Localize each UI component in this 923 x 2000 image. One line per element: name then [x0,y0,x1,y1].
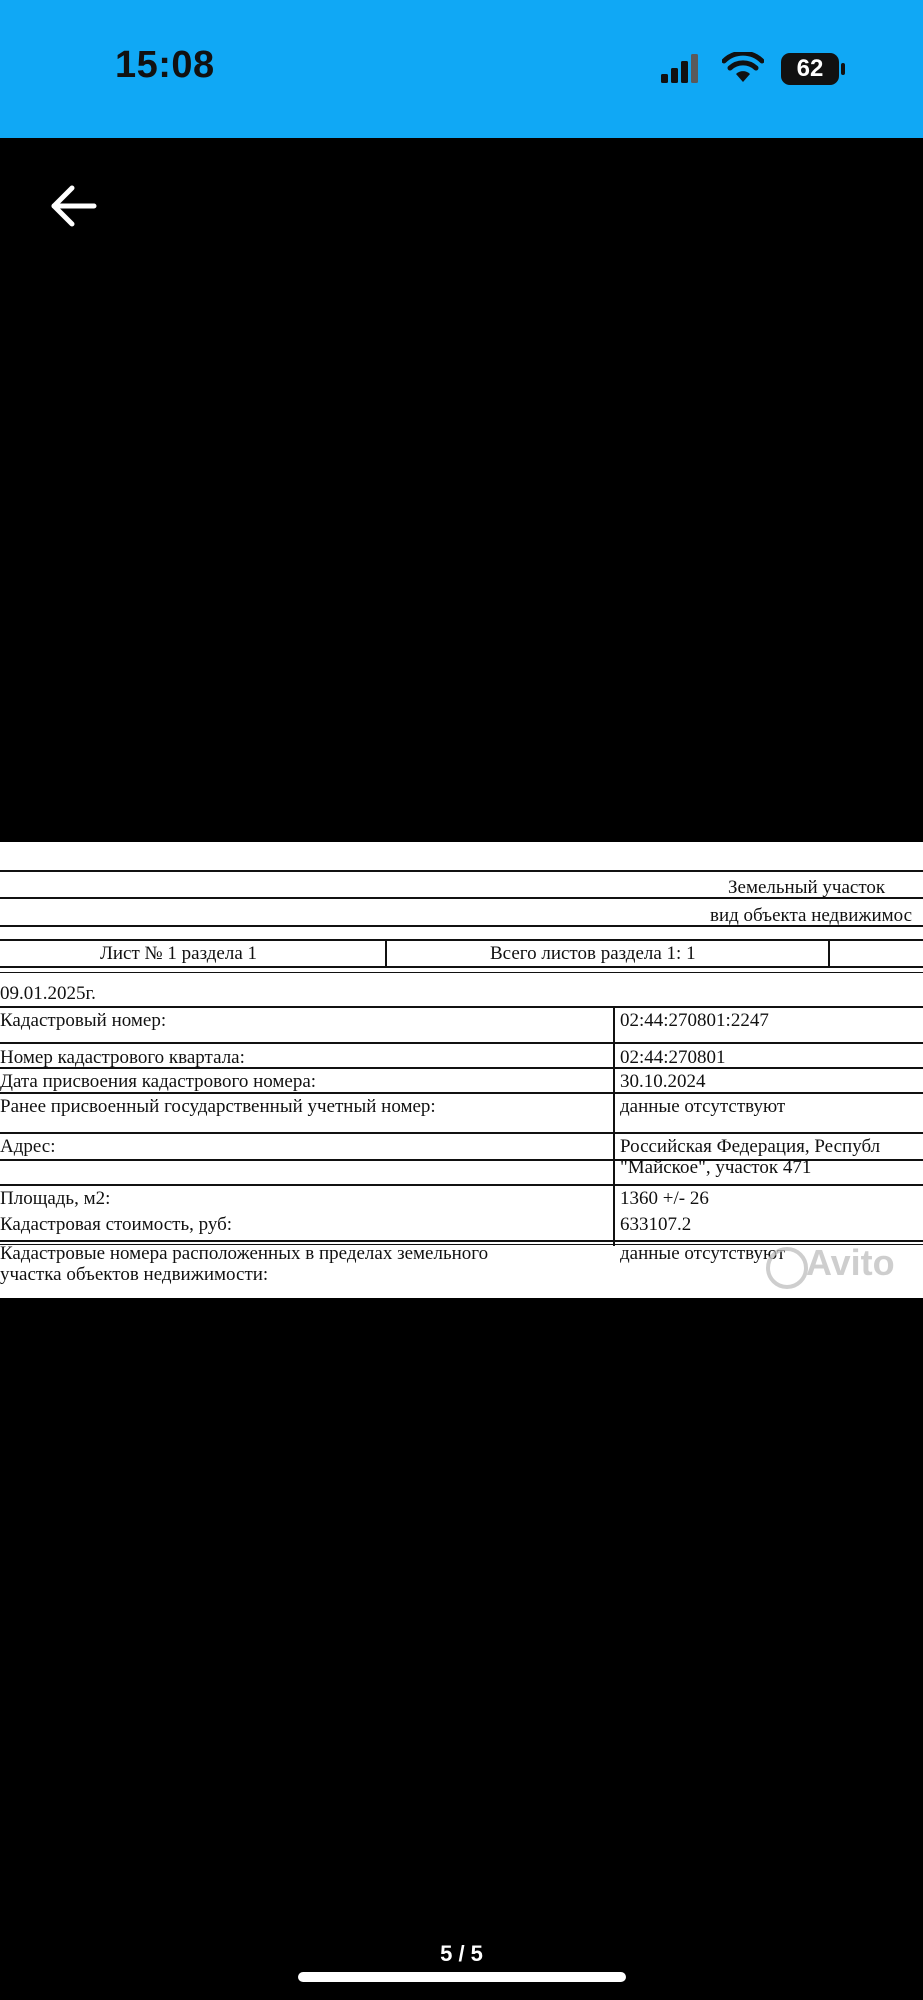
total-sheets-label: Всего листов раздела 1: 1 [490,943,696,964]
status-bar [0,0,923,138]
home-indicator[interactable] [298,1972,626,1982]
doc-rule [0,1006,923,1008]
doc-rule [0,870,923,872]
document-date: 09.01.2025г. [0,983,96,1004]
doc-rule [0,972,923,973]
doc-rule [0,1042,923,1044]
row-label-address: Адрес: [0,1136,56,1157]
row-label-cadastral-number: Кадастровый номер: [0,1010,167,1031]
row-label-assignment-date: Дата присвоения кадастрового номера: [0,1071,317,1092]
signal-icon [660,54,700,84]
arrow-left-icon [54,188,94,224]
row-label-cadastral-value: Кадастровая стоимость, руб: [0,1214,233,1235]
avito-watermark: Avito [806,1242,895,1283]
object-type-caption: вид объекта недвижимос [710,905,913,926]
row-value-cadastral-number: 02:44:270801:2247 [620,1010,769,1031]
doc-rule [385,939,387,966]
doc-rule [0,966,923,968]
row-value-cadastral-value: 633107.2 [620,1214,692,1235]
row-label-area: Площадь, м2: [0,1188,111,1209]
doc-rule [828,939,830,966]
doc-rule [0,1240,923,1242]
status-time: 15:08 [115,44,215,86]
row-value-address-line2: "Майское", участок 471 [620,1157,812,1178]
row-value-cadastral-quarter: 02:44:270801 [620,1047,726,1068]
row-label-objects-within-line2: участка объектов недвижимости: [0,1264,269,1285]
wifi-icon [722,52,764,84]
row-label-cadastral-quarter: Номер кадастрового квартала: [0,1047,245,1068]
avito-logo-icon [766,1247,808,1289]
row-value-objects-within: данные отсутствуют [620,1243,786,1264]
doc-rule [0,1184,923,1186]
doc-rule [0,1132,923,1134]
row-value-previous-number: данные отсутствуют [620,1096,786,1117]
row-value-assignment-date: 30.10.2024 [620,1071,706,1092]
doc-rule [0,939,923,941]
page-counter: 5 / 5 [440,1941,483,1966]
battery-level: 62 [796,55,824,82]
sheet-label: Лист № 1 раздела 1 [100,943,258,964]
row-label-previous-number: Ранее присвоенный государственный учетный номер: [0,1096,436,1117]
row-label-objects-within: Кадастровые номера расположенных в пределах земельного [0,1243,489,1264]
row-value-area: 1360 +/- 26 [620,1188,709,1209]
document-image[interactable] [0,842,923,1298]
back-button[interactable] [46,178,102,234]
object-type: Земельный участок [728,877,886,898]
row-value-address: Российская Федерация, Республ [620,1136,881,1157]
doc-rule [613,1006,615,1246]
